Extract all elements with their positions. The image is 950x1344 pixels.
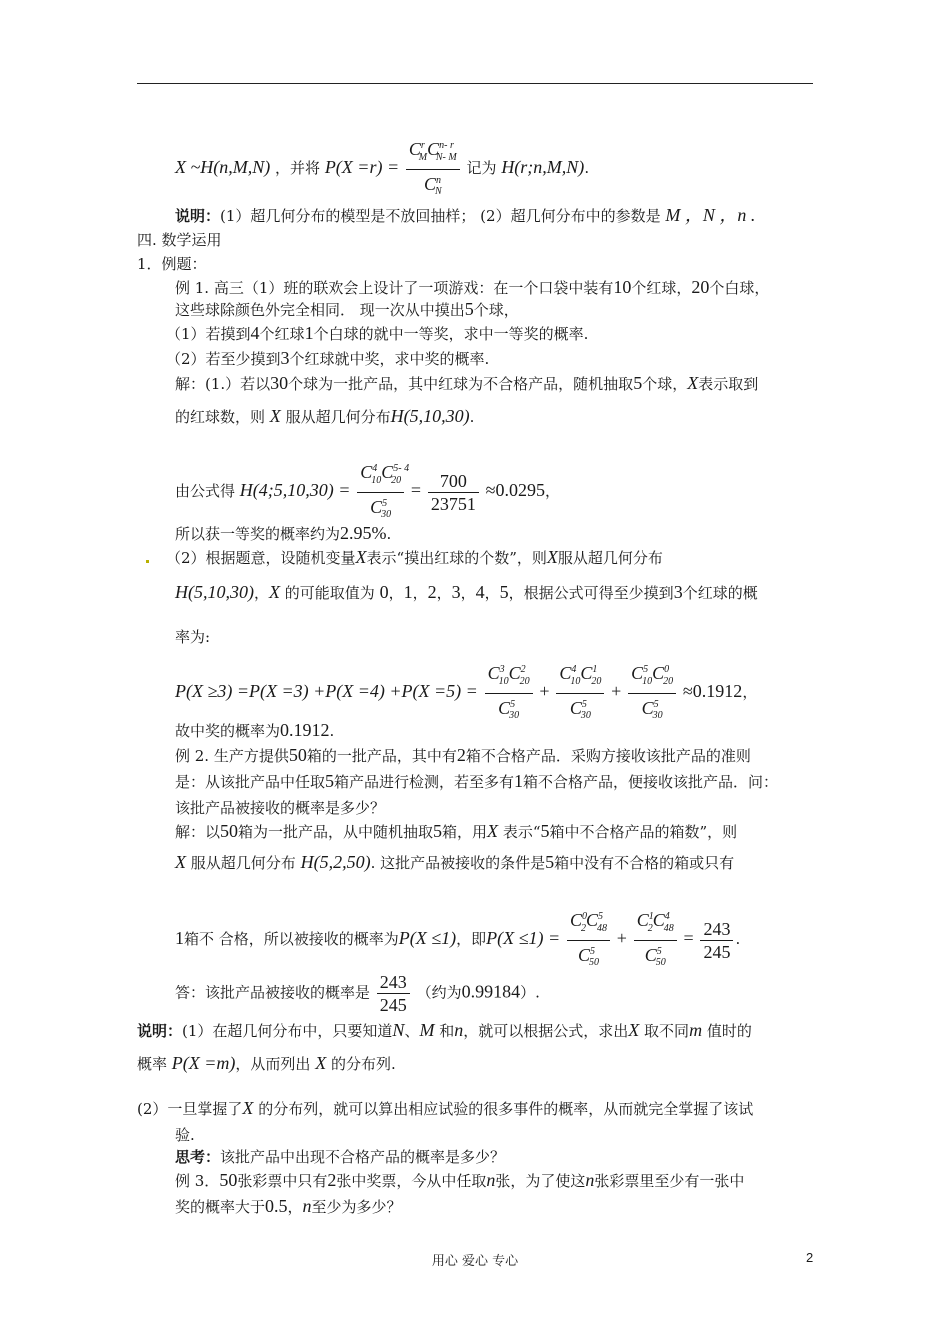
ex1-question1: （1）若摸到4个红球1个白球的就中一等奖，求中一等奖的概率. (166, 323, 589, 343)
note-2-line1: 说明：(1）在超几何分布中，只要知道N、M 和n，就可以根据公式，求出X 取不同m 值时的 (137, 1020, 752, 1040)
ex1-line1: 例 1. 高三（1）班的联欢会上设计了一项游戏：在一个口袋中装有10个红球，20个白球， (175, 277, 770, 297)
ex2-answer: 答：该批产品被接收的概率是 $\frac{243}{245}$ （约为0.99184）. (175, 972, 540, 1015)
ex1-part2-line1: （2）根据题意，设随机变量X表示“摸出红球的个数”，则X服从超几何分布 (166, 547, 663, 567)
note-2-line2: 概率 P(X =m)，从而列出 X 的分布列. (137, 1053, 396, 1073)
note-1: 说明：(1）超几何分布的模型是不放回抽样； (2）超几何分布中的参数是 M ，N ，n . (175, 205, 756, 225)
formula-intro: X ~H(n,M,N) ，并将 P(X =r) = $\frac{C^r_MC^{n- r}_{N- M}}{C^n_N}$ 记为 H(r;n,M,N). (175, 136, 589, 202)
ex2-line1: 例 2. 生产方提供50箱的一批产品，其中有2箱不合格产品．采购方接收该批产品的准则 (175, 745, 751, 765)
note-2-line3: (2）一旦掌握了X 的分布列，就可以算出相应试验的很多事件的概率，从而就完全掌握了该试 (137, 1098, 754, 1118)
ex3-line2: 奖的概率大于0.5，n至少为多少？ (175, 1196, 402, 1216)
think-prompt: 思考：该批产品中出现不合格产品的概率是多少？ (175, 1148, 506, 1166)
ex3-line1: 例 3．50张彩票中只有2张中奖票，今从中任取n张，为了使这n张彩票里至少有一张中 (175, 1170, 745, 1190)
section-heading: 四. 数学运用 (137, 231, 222, 249)
ex1-formula1: 由公式得 H(4;5,10,30) = $\frac{C^4_{10}C^{5- 4}_{20}}{C^5_{30}}$ = $\frac{700}{23751}$ ≈0.0295， (175, 459, 560, 525)
ex2-solution2: X 服从超几何分布 H(5,2,50). 这批产品被接收的条件是5箱中没有不合格的箱或只有 (175, 852, 735, 872)
ex1-part2-line3: 率为: (175, 628, 211, 646)
mark-dot (146, 560, 149, 563)
ex2-solution3: 1箱不 合格，所以被接收的概率为P(X ≤1)，即P(X ≤1) = $\frac{C^0_2C^5_{48}}{C^5_{50}}$ + $\frac{C^1_2C^4_{48}}{C^5_{50}}$ = $\frac{243}{245}$ . (175, 907, 740, 973)
page-footer: 用心 爱心 专心 (431, 1254, 519, 1269)
ex1-result2: 故中奖的概率为0.1912. (175, 720, 335, 740)
ex2-line3: 该批产品被接收的概率是多少？ (175, 799, 386, 817)
note-2-line4: 验. (175, 1126, 195, 1144)
ex2-line2: 是：从该批产品中任取5箱产品进行检测，若至多有1箱不合格产品，便接收该批产品．问： (175, 771, 779, 791)
ex1-solution1b: 的红球数，则 X 服从超几何分布H(5,10,30). (175, 406, 475, 426)
hypergeometric-fraction: $\frac{C^r_MC^{n- r}_{N- M}}{C^n_N}$ (406, 136, 460, 202)
ex1-solution1: 解：(1.）若以30个球为一批产品，其中红球为不合格产品，随机抽取5个球，X表示取到 (175, 373, 759, 393)
sub-heading: 1．例题： (137, 255, 207, 273)
ex2-solution1: 解：以50箱为一批产品，从中随机抽取5箱，用X 表示“5箱中不合格产品的箱数”，则 (175, 821, 738, 841)
ex1-big-formula: P(X ≥3) =P(X =3) +P(X =4) +P(X =5) = $\frac{C^3_{10}C^2_{20}}{C^5_{30}}$ + $\frac{C^4_{10}C^1_{20}}{C^5_{30}}$ + $\frac{C^5_{10}C^0_{20}}{C^5_{30}}$ ≈0.1912， (175, 660, 757, 726)
page-number: 2 (806, 1250, 814, 1265)
header-rule (137, 83, 813, 84)
ex1-part2-line2: H(5,10,30)，X 的可能取值为 0，1，2，3，4，5，根据公式可得至少摸到3个红球的概 (175, 582, 758, 602)
ex1-result1: 所以获一等奖的概率约为2.95%. (175, 523, 392, 543)
ex1-line2: 这些球除颜色外完全相同． 现一次从中摸出5个球， (175, 299, 519, 319)
ex1-question2: （2）若至少摸到3个红球就中奖，求中奖的概率. (166, 348, 490, 368)
